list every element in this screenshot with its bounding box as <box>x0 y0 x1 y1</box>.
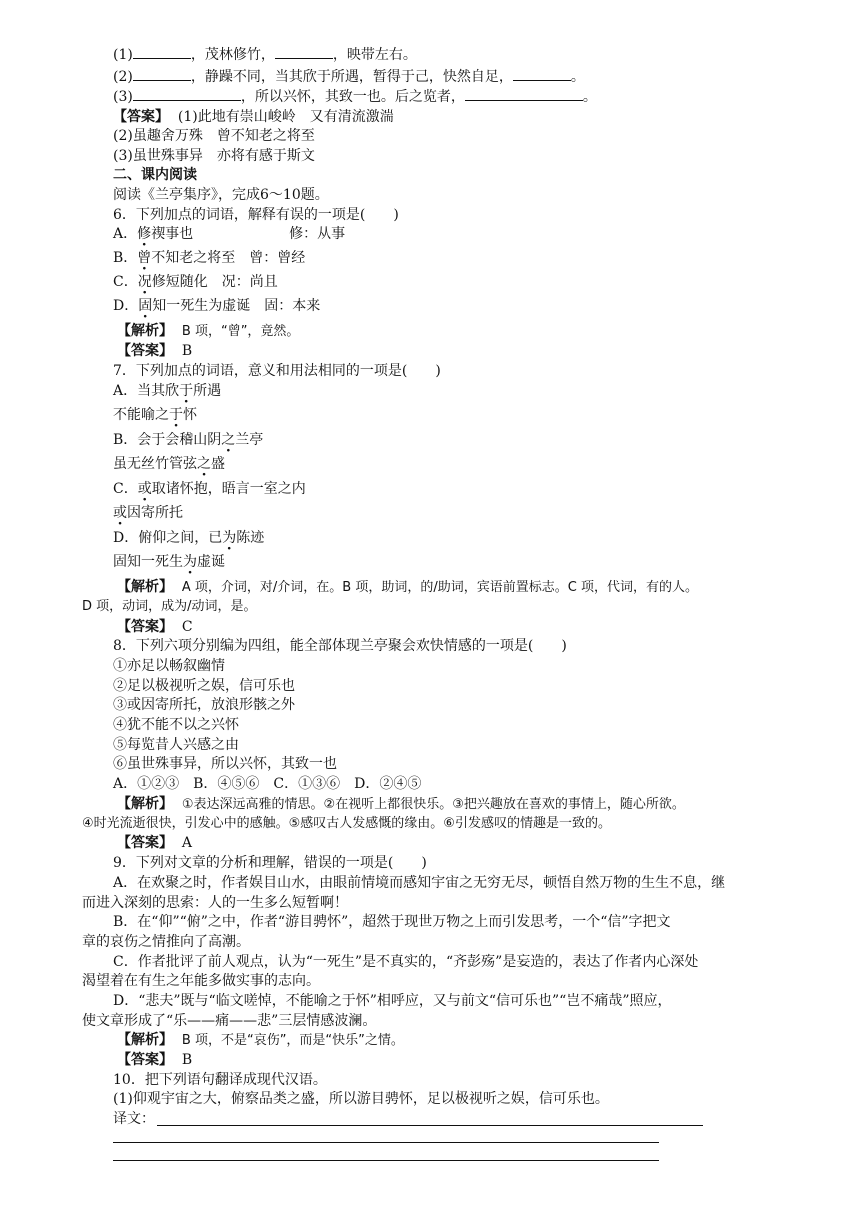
q9-answer <box>117 1051 192 1069</box>
opt-text: 修短随化 况：尚且 <box>151 274 278 290</box>
q5-l2-num: (2) <box>113 69 133 85</box>
answer-tag: 【答案】 <box>117 619 173 635</box>
translation-line[interactable] <box>113 1160 659 1161</box>
dotted-char: 之 <box>197 456 211 472</box>
q5-line-1 <box>113 46 417 64</box>
q5-l2-mid: ，静躁不同，当其欣于所遇，暂得于己，快然自足， <box>190 69 513 85</box>
q9-option-d-cont: 使文章形成了“乐——痛——悲”三层情感波澜。 <box>82 1013 377 1029</box>
opt-text: 不知老之将至 曾：曾经 <box>151 250 306 266</box>
q10-sentence-1: (1)仰观宇宙之大，俯察品类之盛，所以游目骋怀，足以极视听之娱，信可乐也。 <box>113 1091 609 1107</box>
q6-stem: 6．下列加点的词语，解释有误的一项是( ) <box>113 207 399 223</box>
q9-option-b-cont: 章的哀伤之情推向了高潮。 <box>82 934 250 950</box>
q6-option-a[interactable] <box>113 225 345 243</box>
q6-analysis <box>117 322 299 341</box>
q8-answer <box>117 834 192 852</box>
dotted-char: 修 <box>137 226 152 242</box>
translation-line[interactable] <box>113 1142 659 1143</box>
q5-l2-end: 。 <box>570 69 585 85</box>
answer-tag: 【答案】 <box>117 835 173 851</box>
q5-answer-2: (2)虽趣舍万殊 曾不知老之将至 <box>113 128 315 144</box>
opt-letter: C． <box>113 274 138 290</box>
q9-option-c[interactable]: C．作者批评了前人观点，认为“一死生”是不真实的，“齐彭殇”是妄造的，表达了作者内心深处 <box>113 954 699 970</box>
opt-text: 所遇 <box>193 383 222 399</box>
q8-item: ②足以极视听之娱，信可乐也 <box>113 678 295 694</box>
q8-item: ①亦足以畅叙幽情 <box>113 658 225 674</box>
dotted-char: 为 <box>183 554 197 570</box>
opt-text: C． <box>113 481 138 497</box>
q5-line-2 <box>113 68 585 86</box>
q7-analysis-2: D 项，动词，成为/动词，是。 <box>82 599 257 614</box>
opt-letter: B． <box>113 250 138 266</box>
opt-gloss: 修：从事 <box>289 226 346 242</box>
answer-text: B <box>181 343 193 359</box>
q5-l1-mid: ，茂林修竹， <box>190 47 275 63</box>
opt-text: 兰亭 <box>235 432 264 448</box>
dotted-char: 曾 <box>137 250 152 266</box>
translation-line[interactable] <box>157 1125 703 1126</box>
q8-options[interactable]: A．①②③ B．④⑤⑥ C．①③⑥ D．②④⑤ <box>113 776 422 792</box>
q6-option-b[interactable] <box>113 249 305 267</box>
opt-text: 虽无丝竹管弦 <box>113 456 197 472</box>
dotted-char: 固 <box>138 298 153 314</box>
q7-option-a-1[interactable] <box>113 382 221 400</box>
q7-option-a-2 <box>113 406 197 424</box>
q5-l3-num: (3) <box>113 89 133 105</box>
opt-text: 固知一死生 <box>113 554 183 570</box>
dotted-char: 为 <box>222 530 237 546</box>
blank[interactable] <box>465 88 583 101</box>
q10-stem: 10．把下列语句翻译成现代汉语。 <box>113 1072 327 1088</box>
opt-text: 不能喻之 <box>113 407 169 423</box>
dotted-char: 于 <box>179 383 194 399</box>
translation-label: 译文： <box>113 1111 155 1127</box>
q8-analysis-2: ④时光流逝很快，引发心中的感触。⑤感叹古人发感慨的缘由。⑥引发感叹的情趣是一致的。 <box>82 816 611 831</box>
q8-stem: 8．下列六项分别编为四组，能全部体现兰亭聚会欢快情感的一项是( ) <box>113 638 567 654</box>
answer-tag: 【答案】 <box>117 343 173 359</box>
blank[interactable] <box>133 46 191 59</box>
analysis-text: A 项，介词，对/介词，在。B 项，助词，的/助词，宾语前置标志。C 项，代词，有的人。 <box>181 580 698 595</box>
analysis-text: B 项，“曾”，竟然。 <box>181 324 300 339</box>
analysis-tag: 【解析】 <box>117 1032 173 1048</box>
blank[interactable] <box>275 46 333 59</box>
opt-text: 知一死生为虚诞 固：本来 <box>152 298 321 314</box>
q5-l1-end: ，映带左右。 <box>332 47 417 63</box>
q8-item: ⑥虽世殊事异，所以兴怀，其致一也 <box>113 756 337 772</box>
blank[interactable] <box>133 68 191 81</box>
q8-item: ⑤每览昔人兴感之由 <box>113 737 239 753</box>
q9-option-b[interactable]: B．在“仰”“俯”之中，作者“游目骋怀”，超然于现世万物之上而引发思考，一个“信”字把文 <box>113 914 671 930</box>
analysis-tag: 【解析】 <box>117 579 173 595</box>
q5-l1-num: (1) <box>113 47 133 63</box>
blank[interactable] <box>513 68 571 81</box>
dotted-char: 或 <box>137 481 152 497</box>
answer-text: C <box>181 619 193 635</box>
q9-option-a[interactable]: A．在欢聚之时，作者娱目山水，由眼前情境而感知宇宙之无穷无尽，顿悟自然万物的生生不息，继 <box>113 875 726 891</box>
blank[interactable] <box>133 88 241 101</box>
dotted-char: 况 <box>137 274 152 290</box>
opt-text: 盛 <box>211 456 225 472</box>
opt-text: 取诸怀抱，晤言一室之内 <box>151 481 306 497</box>
opt-letter: A． <box>113 226 138 242</box>
q9-option-c-cont: 渴望着在有生之年能多做实事的志向。 <box>82 973 320 989</box>
section-heading: 二、课内阅读 <box>113 167 197 183</box>
q6-option-c[interactable] <box>113 273 278 291</box>
q7-option-c-2 <box>113 504 183 522</box>
q7-option-b-2 <box>113 455 225 473</box>
analysis-tag: 【解析】 <box>117 796 173 812</box>
q7-option-b-1[interactable] <box>113 431 263 449</box>
q7-option-d-2 <box>113 553 225 571</box>
q5-l3-end: 。 <box>582 89 597 105</box>
q9-stem: 9．下列对文章的分析和理解，错误的一项是( ) <box>113 855 427 871</box>
q7-option-d-1[interactable] <box>113 529 264 547</box>
opt-text: 陈迹 <box>236 530 265 546</box>
answer-text: A <box>181 835 193 851</box>
q8-item: ④犹不能不以之兴怀 <box>113 717 239 733</box>
q5-answer <box>113 108 394 126</box>
q7-answer <box>117 618 193 636</box>
dotted-char: 或 <box>113 505 127 521</box>
q8-item: ③或因寄所托，放浪形骸之外 <box>113 697 295 713</box>
q5-l3-mid: ，所以兴怀，其致一也。后之览者， <box>240 89 465 105</box>
answer-text: B <box>181 1052 193 1068</box>
section-intro: 阅读《兰亭集序》，完成6～10题。 <box>113 187 329 203</box>
q6-option-d[interactable] <box>113 297 320 315</box>
q7-analysis <box>117 578 698 597</box>
q9-option-a-cont: 而进入深刻的思索：人的一生多么短暂啊！ <box>82 895 348 911</box>
answer-tag: 【答案】 <box>117 1052 173 1068</box>
analysis-tag: 【解析】 <box>117 323 173 339</box>
q5-line-3 <box>113 88 597 106</box>
dotted-char: 之 <box>221 432 236 448</box>
q6-answer <box>117 342 192 360</box>
opt-text: 因寄所托 <box>127 505 183 521</box>
q8-analysis <box>117 795 685 814</box>
opt-text: A．当其欣 <box>113 383 180 399</box>
analysis-text: B 项，不是“哀伤”，而是“快乐”之情。 <box>181 1033 404 1048</box>
answer-text: (1)此地有崇山峻岭 又有清流激湍 <box>177 109 394 125</box>
analysis-text: ①表达深远高雅的情思。②在视听上都很快乐。③把兴趣放在喜欢的事情上，随心所欲。 <box>181 797 685 812</box>
opt-text: 虚诞 <box>197 554 225 570</box>
opt-text: 怀 <box>183 407 197 423</box>
opt-text: 禊事也 <box>151 226 194 242</box>
answer-tag: 【答案】 <box>113 109 169 125</box>
q7-option-c-1[interactable] <box>113 480 306 498</box>
opt-text: B．会于会稽山阴 <box>113 432 222 448</box>
q7-stem: 7．下列加点的词语，意义和用法相同的一项是( ) <box>113 363 441 379</box>
opt-text: D．俯仰之间，已 <box>113 530 223 546</box>
dotted-char: 于 <box>169 407 183 423</box>
q5-answer-3: (3)虽世殊事异 亦将有感于斯文 <box>113 148 315 164</box>
q9-analysis <box>117 1031 404 1050</box>
q9-option-d[interactable]: D．“悲夫”既与“临文嗟悼，不能喻之于怀”相呼应，又与前文“信可乐也”“岂不痛哉”照应， <box>113 993 672 1009</box>
opt-letter: D． <box>113 298 139 314</box>
